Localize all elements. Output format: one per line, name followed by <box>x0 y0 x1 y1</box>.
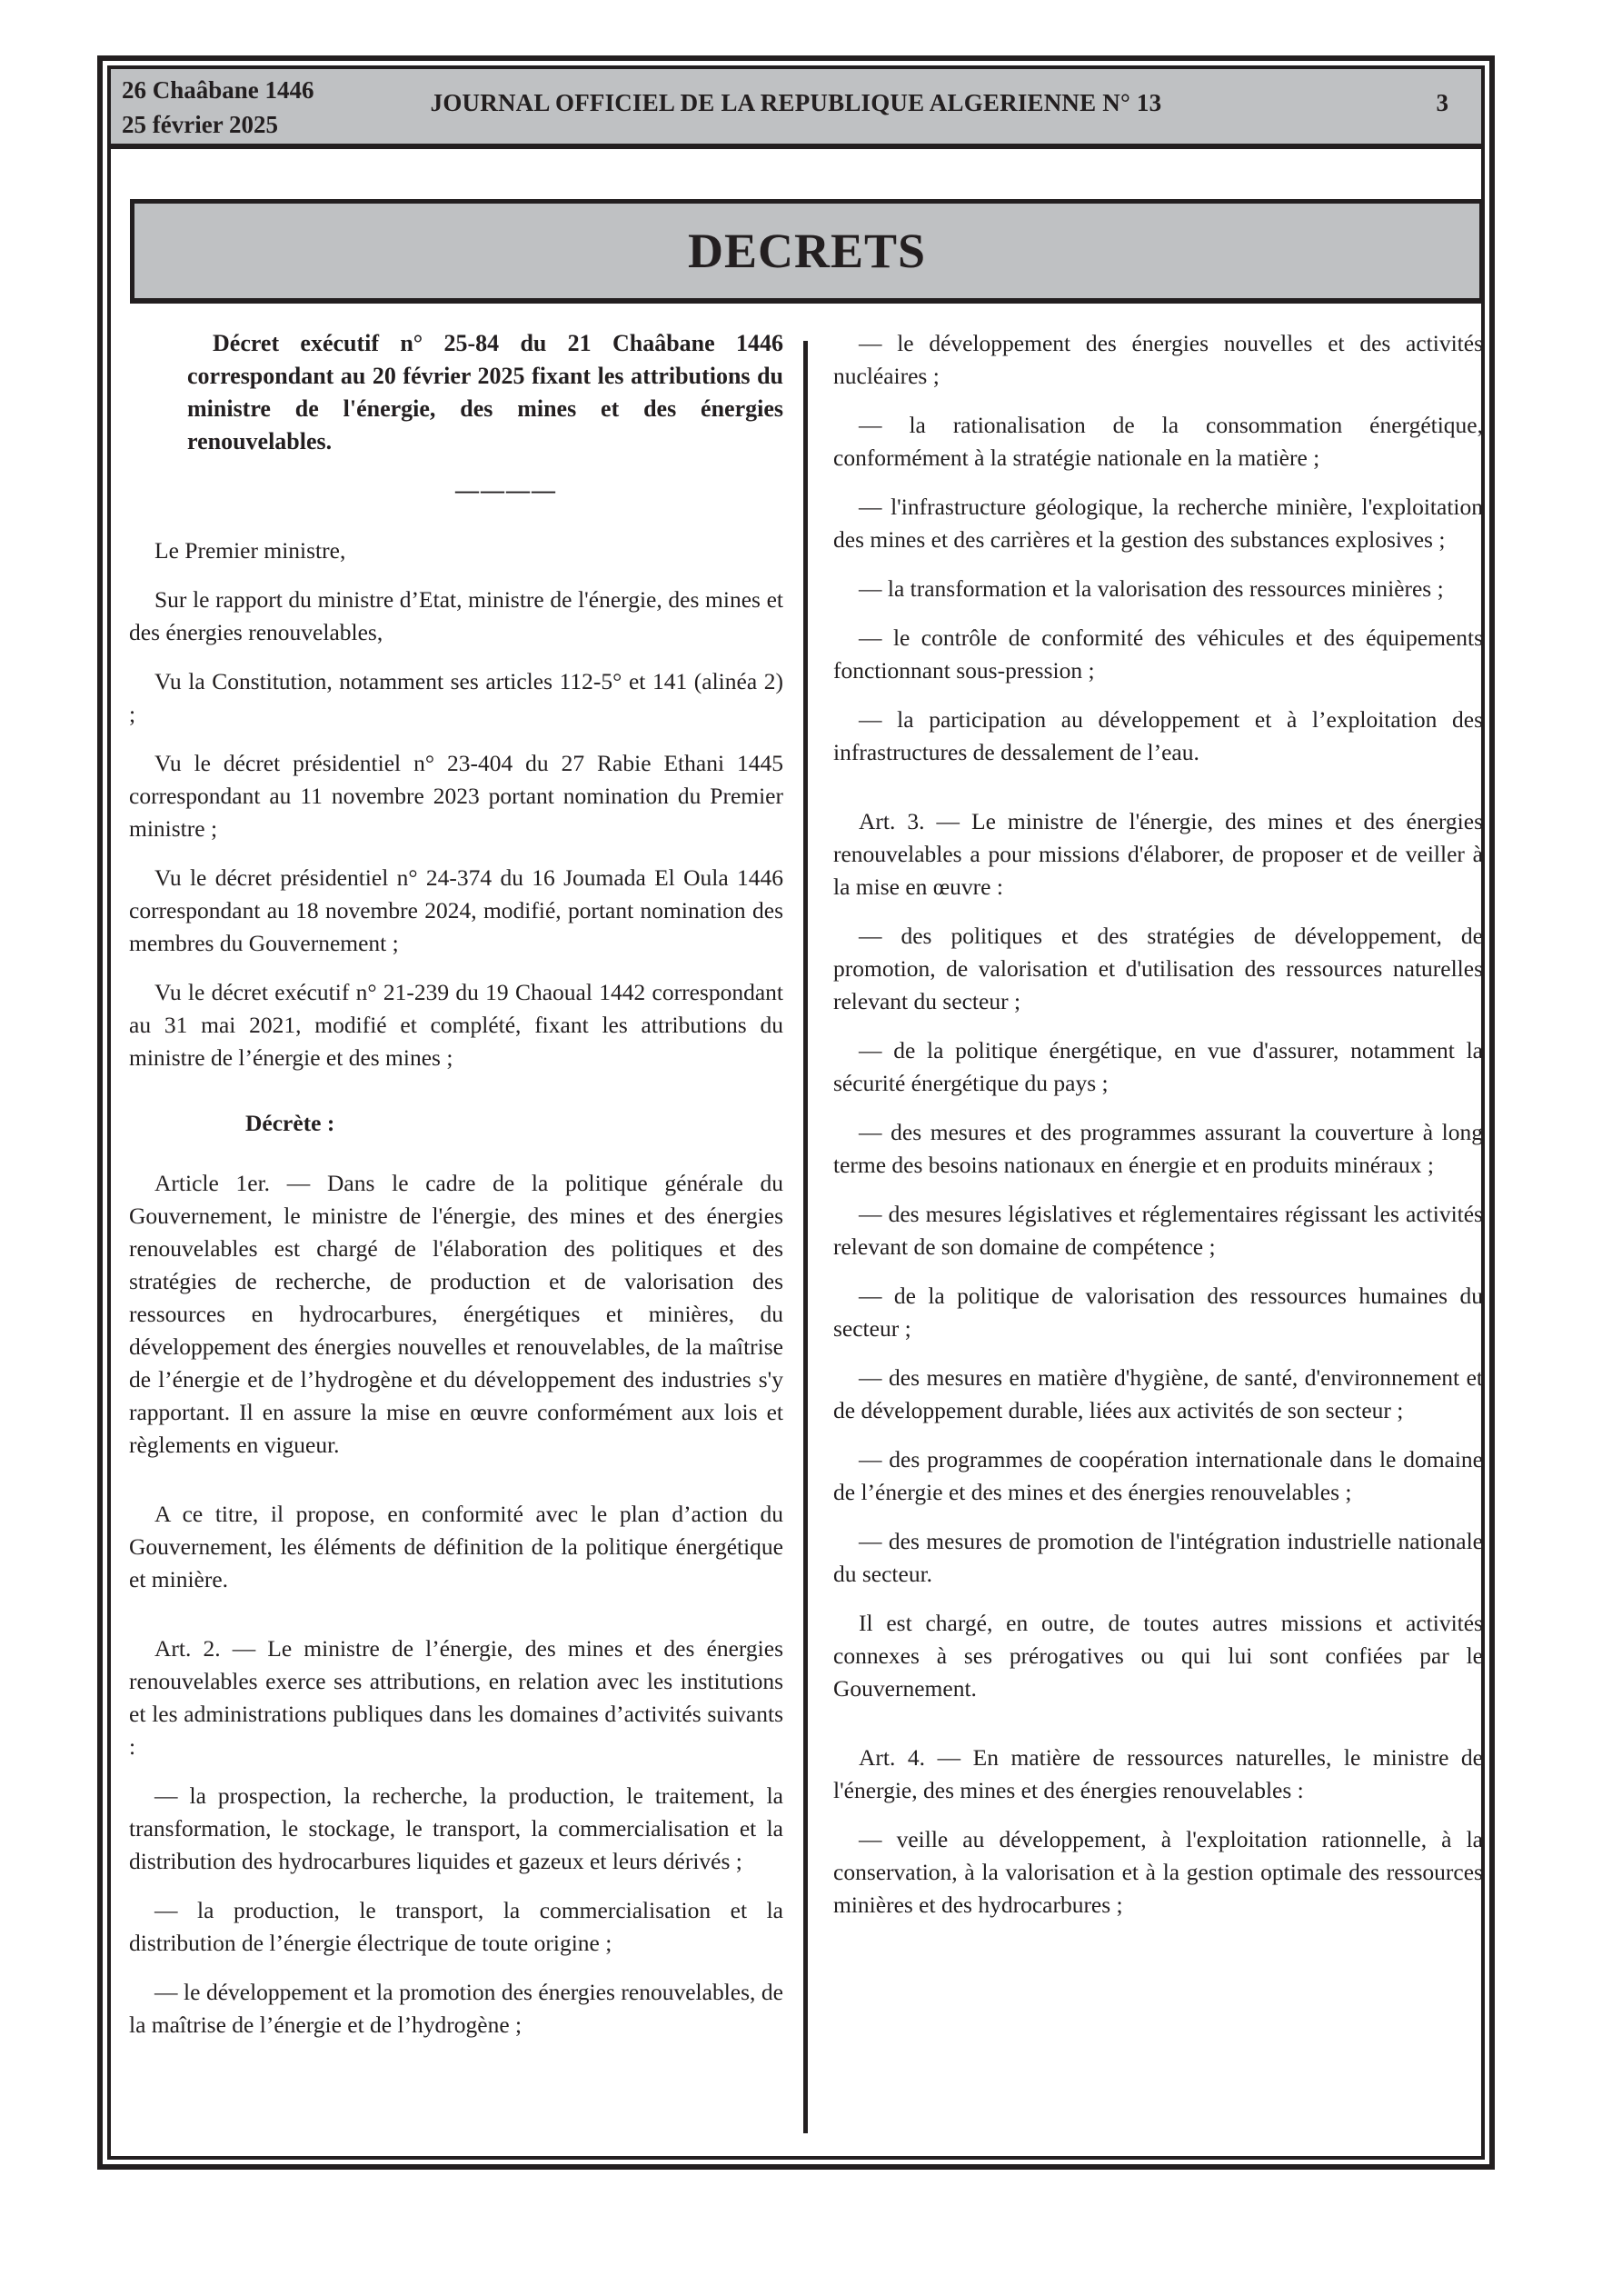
preamble-paragraph: Le Premier ministre, <box>154 537 346 564</box>
article-1-continuation: A ce titre, il propose, en conformité avec le plan d’action du Gouvernement, les éléments de définition de la politique énergétique et minière. <box>129 1501 783 1592</box>
journal-title: JOURNAL OFFICIEL DE LA REPUBLIQUE ALGERIENNE N° 13 <box>430 89 1162 116</box>
column-divider <box>803 341 808 2133</box>
article-2-item: — la rationalisation de la consommation énergétique, conformément à la stratégie nationale en la matière ; <box>833 412 1483 471</box>
right-column <box>833 327 1483 1938</box>
section-title: DECRETS <box>687 224 927 278</box>
article-4: Art. 4. — En matière de ressources naturelles, le ministre de l'énergie, des mines et des énergies renouvelables : <box>833 1744 1483 1803</box>
decree-title: Décret exécutif n° 25-84 du 21 Chaâbane 1446 correspondant au 20 février 2025 fixant les attributions du ministre de l'énergie, des mines et des énergies renouvelables. <box>187 330 783 454</box>
left-column <box>129 327 783 2058</box>
preamble-paragraph: Vu la Constitution, notamment ses articles 112-5° et 141 (alinéa 2) ; <box>129 668 783 727</box>
article-4-item: — veille au développement, à l'exploitation rationnelle, à la conservation, à la valorisation et à la gestion optimale des ressources minières et des hydrocarbures ; <box>833 1826 1483 1918</box>
article-3-item: — des mesures de promotion de l'intégration industrielle nationale du secteur. <box>833 1528 1483 1587</box>
article-3-item: — des mesures et des programmes assurant la couverture à long terme des besoins nationaux en énergie et en produits minéraux ; <box>833 1119 1483 1178</box>
article-3-item: — de la politique de valorisation des ressources humaines du secteur ; <box>833 1283 1483 1342</box>
article-3: Art. 3. — Le ministre de l'énergie, des mines et des énergies renouvelables a pour missions d'élaborer, de proposer et de veiller à la mise en œuvre : <box>833 808 1483 900</box>
article-2-item: — le développement des énergies nouvelles et des activités nucléaires ; <box>833 330 1483 389</box>
article-3-continuation: Il est chargé, en outre, de toutes autres missions et activités connexes à ses prérogatives ou qui lui sont confiées par le Gouvernement. <box>833 1610 1483 1702</box>
article-3-item: — des politiques et des stratégies de développement, de promotion, de valorisation et d'utilisation des ressources naturelles relevant du secteur ; <box>833 923 1483 1014</box>
preamble-paragraph: Vu le décret exécutif n° 21-239 du 19 Chaoual 1442 correspondant au 31 mai 2021, modifié et complété, fixant les attributions du ministre de l’énergie et des mines ; <box>129 979 783 1071</box>
journal-header <box>111 69 1481 149</box>
article-3-item: — des mesures législatives et réglementaires régissant les activités relevant de son domaine de compétence ; <box>833 1201 1483 1260</box>
article-2-item: — la participation au développement et à l’exploitation des infrastructures de dessalement de l’eau. <box>833 706 1483 765</box>
preamble-paragraph: Sur le rapport du ministre d’Etat, ministre de l'énergie, des mines et des énergies renouvelables, <box>129 586 783 645</box>
article-3-item: — de la politique énergétique, en vue d'assurer, notamment la sécurité énergétique du pays ; <box>833 1037 1483 1096</box>
article-2-item: — la prospection, la recherche, la production, le traitement, la transformation, le stockage, le transport, la commercialisation et la distribution des hydrocarbures liquides et gazeux et leurs dérivés ; <box>129 1782 783 1874</box>
article-2-item: — la transformation et la valorisation des ressources minières ; <box>859 575 1444 602</box>
preamble-paragraph: Vu le décret présidentiel n° 24-374 du 16 Joumada El Oula 1446 correspondant au 18 novembre 2024, modifié, portant nomination des membres du Gouvernement ; <box>129 864 783 956</box>
title-separator: ———— <box>455 477 557 504</box>
article-2-item: — le contrôle de conformité des véhicules et des équipements fonctionnant sous-pression ; <box>833 624 1483 684</box>
article-3-item: — des mesures en matière d'hygiène, de santé, d'environnement et de développement durable, liées aux activités de son secteur ; <box>833 1364 1483 1423</box>
article-2-item: — la production, le transport, la commercialisation et la distribution de l’énergie électrique de toute origine ; <box>129 1897 783 1956</box>
article-2: Art. 2. — Le ministre de l’énergie, des mines et des énergies renouvelables exerce ses attributions, en relation avec les institutions et les administrations publiques dans les domaines d’activités suivants : <box>129 1635 783 1760</box>
article-1: Article 1er. — Dans le cadre de la politique générale du Gouvernement, le ministre de l'énergie, des mines et des énergies renouvelables est chargé de l'élaboration des politiques et des stratégies de recherche, de production et de valorisation des ressources en hydrocarbures, énergétiques et minières, du développement des énergies nouvelles et renouvelables, de la maîtrise de l’énergie et de l’hydrogène et du développement des industries s'y rapportant. Il en assure la mise en œuvre conformément aux lois et règlements en vigueur. <box>129 1170 783 1458</box>
gregorian-date: 25 février 2025 <box>122 111 278 138</box>
section-heading-box <box>130 199 1484 304</box>
page-number: 3 <box>1436 89 1448 116</box>
article-2-item: — l'infrastructure géologique, la recherche minière, l'exploitation des mines et des carrières et la gestion des substances explosives ; <box>833 494 1483 553</box>
decrete-label: Décrète : <box>245 1110 335 1136</box>
hijri-date: 26 Chaâbane 1446 <box>122 76 314 104</box>
article-3-item: — des programmes de coopération internationale dans le domaine de l’énergie et des mines et des énergies renouvelables ; <box>833 1446 1483 1505</box>
article-2-item: — le développement et la promotion des énergies renouvelables, de la maîtrise de l’énergie et de l’hydrogène ; <box>129 1979 783 2038</box>
preamble-paragraph: Vu le décret présidentiel n° 23-404 du 27 Rabie Ethani 1445 correspondant au 11 novembre 2023 portant nomination du Premier ministre ; <box>129 750 783 842</box>
